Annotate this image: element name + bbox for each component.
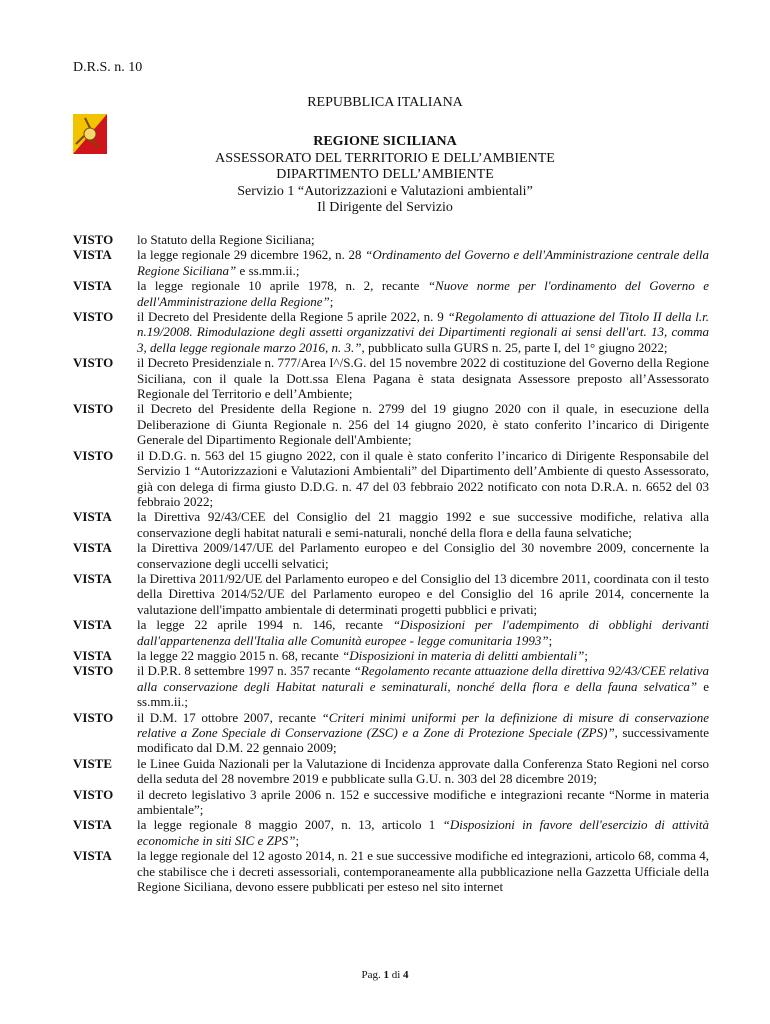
entry-keyword: VISTA bbox=[73, 570, 112, 586]
entry-text-part: la legge 22 aprile 1994 n. 146, recante bbox=[137, 617, 393, 633]
entry-text bbox=[137, 247, 709, 278]
entry-text-part: , pubblicato sulla GURS n. 25, parte I, del 1° giugno 2022; bbox=[361, 339, 668, 355]
page-separator: di bbox=[388, 969, 404, 981]
entry-keyword: VISTO bbox=[73, 309, 114, 325]
preamble-entry bbox=[73, 247, 709, 278]
entry-text-part: la Direttiva 2011/92/UE del Parlamento europeo e del Consiglio del 13 dicembre 2011, coordinata con il testo della Direttiva 2014/52/UE del Parlamento europeo e del Consiglio del 16 aprile 2014, concernente la valutazione dell'impatto ambientale di determinati progetti pubblici e privati; bbox=[137, 570, 709, 617]
preamble-entry bbox=[73, 540, 709, 571]
entry-text-part: le Linee Guida Nazionali per la Valutazione di Incidenza approvate dalla Conferenza Stato Regioni nel corso della seduta del 28 novembre 2019 e pubblicate sulla G.U. n. 303 del 28 dicembre 2019; bbox=[137, 755, 709, 787]
preamble-entry bbox=[73, 648, 709, 663]
entry-text-part: ; bbox=[329, 293, 334, 309]
entry-text bbox=[137, 232, 709, 247]
entry-text bbox=[137, 309, 709, 355]
entry-citation-title: “Disposizioni in materia di delitti ambientali” bbox=[342, 647, 585, 663]
republic-heading: REPUBBLICA ITALIANA bbox=[307, 95, 463, 110]
assessorato-title: ASSESSORATO DEL TERRITORIO E DELL’AMBIENTE bbox=[215, 150, 555, 166]
preamble-entry bbox=[73, 756, 709, 787]
preamble-list bbox=[73, 232, 709, 894]
issuer-heading bbox=[0, 134, 770, 217]
entry-keyword: VISTA bbox=[73, 617, 112, 633]
preamble-entry bbox=[73, 355, 709, 401]
page-total: 4 bbox=[403, 969, 409, 981]
entry-keyword: VISTO bbox=[73, 232, 114, 247]
entry-text-part: lo Statuto della Regione Siciliana; bbox=[137, 232, 315, 247]
entry-text-part: la Direttiva 2009/147/UE del Parlamento europeo e del Consiglio del 30 novembre 2009, concernente la conservazione degli uccelli selvatici; bbox=[137, 540, 709, 571]
entry-text-part: il Decreto del Presidente della Regione 5 aprile 2022, n. 9 bbox=[137, 309, 448, 325]
entry-text-part: , successivamente modificato dal D.M. 22 gennaio 2009; bbox=[137, 725, 709, 756]
entry-keyword: VISTA bbox=[73, 540, 112, 556]
entry-text-part: il D.D.G. n. 563 del 15 giugno 2022, con il quale è stato conferito l’incarico di Dirigente Responsabile del Servizio 1 “Autorizzazioni e Valutazioni Ambientali” del Dipartimento dell’Ambiente di questo Assessorato, già con delega di firma giusto D.D.G. n. 47 del 03 febbraio 2022 notificato con nota D.R.A. n. 6652 del 03 febbraio 2022; bbox=[137, 447, 709, 509]
entry-keyword: VISTA bbox=[73, 247, 112, 263]
preamble-entry bbox=[73, 309, 709, 355]
entry-citation-title: “Regolamento recante attuazione della direttiva 92/43/CEE relativa alla conservazione degli Habitat naturali e seminaturali, nonché della flora e della fauna selvatica” bbox=[137, 663, 709, 694]
entry-text bbox=[137, 540, 709, 571]
preamble-entry bbox=[73, 710, 709, 756]
entry-keyword: VISTO bbox=[73, 355, 114, 371]
entry-keyword: VISTA bbox=[73, 848, 112, 864]
entry-citation-title: “Nuove norme per l'ordinamento del Governo e dell'Amministrazione della Regione” bbox=[137, 278, 709, 309]
entry-text-part: la legge regionale 29 dicembre 1962, n. 28 bbox=[137, 247, 366, 263]
entry-text bbox=[137, 278, 709, 309]
department-title: DIPARTIMENTO DELL’AMBIENTE bbox=[276, 167, 494, 182]
preamble-entry bbox=[73, 848, 709, 894]
preamble-entry bbox=[73, 663, 709, 709]
entry-text-part: la legge regionale 8 maggio 2007, n. 13, articolo 1 bbox=[137, 817, 443, 833]
preamble-entry bbox=[73, 401, 709, 447]
entry-text-part: ; bbox=[548, 632, 553, 648]
entry-text bbox=[137, 648, 709, 663]
entry-text-part: e ss.mm.ii.; bbox=[137, 678, 709, 710]
entry-text bbox=[137, 817, 709, 848]
service-title: Servizio 1 “Autorizzazioni e Valutazioni ambientali” bbox=[237, 183, 533, 199]
entry-text-part: il Decreto Presidenziale n. 777/Area I^/S.G. del 15 novembre 2022 di costituzione del Governo della Regione Siciliana, con il quale la Dott.ssa Elena Pagana è stata designata Assessore preposto all’Assessorato Regionale del Territorio e dell’Ambiente; bbox=[137, 355, 709, 402]
entry-keyword: VISTA bbox=[73, 817, 112, 833]
page-footer bbox=[0, 969, 770, 981]
entry-keyword: VISTO bbox=[73, 401, 114, 417]
preamble-entry bbox=[73, 617, 709, 648]
entry-text-part: la legge regionale del 12 agosto 2014, n. 21 e sue successive modifiche ed integrazioni, articolo 68, comma 4, che stabilisce che i decreti assessoriali, contemporaneamente alla pubblicazione nella Gazzetta Ufficiale della Regione Siciliana, devono essere pubblicati per esteso nel sito internet bbox=[137, 848, 709, 895]
entry-text-part: il D.P.R. 8 settembre 1997 n. 357 recante bbox=[137, 663, 354, 679]
region-title: REGIONE SICILIANA bbox=[313, 134, 457, 149]
entry-keyword: VISTO bbox=[73, 447, 114, 463]
entry-text-part: ; bbox=[295, 832, 300, 848]
entry-text bbox=[137, 663, 709, 709]
doc-number: D.R.S. n. 10 bbox=[73, 60, 143, 75]
entry-text bbox=[137, 571, 709, 617]
entry-text bbox=[137, 710, 709, 756]
entry-citation-title: “Disposizioni in favore dell'esercizio di attività economiche in siti SIC e ZPS” bbox=[137, 817, 709, 848]
entry-keyword: VISTO bbox=[73, 709, 114, 725]
preamble-entry bbox=[73, 448, 709, 510]
entry-keyword: VISTE bbox=[73, 755, 113, 771]
director-title: Il Dirigente del Servizio bbox=[317, 200, 453, 215]
entry-text bbox=[137, 355, 709, 401]
entry-citation-title: “Disposizioni per l'adempimento di obblighi derivanti dall'appartenenza dell'Italia alle Comunità europee - legge comunitaria 1993” bbox=[137, 617, 709, 648]
entry-text bbox=[137, 401, 709, 447]
preamble-entry bbox=[73, 278, 709, 309]
entry-text bbox=[137, 787, 709, 818]
entry-text-part: e ss.mm.ii.; bbox=[236, 262, 300, 278]
entry-keyword: VISTO bbox=[73, 663, 114, 679]
preamble-entry bbox=[73, 232, 709, 247]
entry-text bbox=[137, 848, 709, 894]
entry-text bbox=[137, 448, 709, 510]
entry-citation-title: “Regolamento di attuazione del Titolo II della l.r. n.19/2008. Rimodulazione degli assetti organizzativi dei Dipartimenti regionali ai sensi dell'art. 13, comma 3, della legge regionale marzo 2016, n. 3.” bbox=[137, 309, 709, 355]
entry-keyword: VISTO bbox=[73, 786, 114, 802]
preamble-entry bbox=[73, 571, 709, 617]
page-prefix: Pag. bbox=[361, 969, 384, 981]
entry-text-part: ; bbox=[584, 647, 589, 663]
preamble-entry bbox=[73, 817, 709, 848]
entry-keyword: VISTA bbox=[73, 278, 112, 294]
entry-text-part: il D.M. 17 ottobre 2007, recante bbox=[137, 709, 322, 725]
entry-text bbox=[137, 509, 709, 540]
entry-keyword: VISTA bbox=[73, 509, 112, 525]
preamble-entry bbox=[73, 509, 709, 540]
entry-text-part: la legge 22 maggio 2015 n. 68, recante bbox=[137, 647, 343, 663]
entry-keyword: VISTA bbox=[73, 647, 112, 663]
entry-citation-title: “Ordinamento del Governo e dell'Amministrazione centrale della Regione Siciliana” bbox=[137, 247, 709, 278]
preamble-entry bbox=[73, 787, 709, 818]
entry-text-part: la legge regionale 10 aprile 1978, n. 2, recante bbox=[137, 278, 428, 294]
entry-text-part: il decreto legislativo 3 aprile 2006 n. 152 e successive modifiche e integrazioni recante “Norme in materia ambientale”; bbox=[137, 786, 709, 818]
entry-text-part: la Direttiva 92/43/CEE del Consiglio del 21 maggio 1992 e sue successive modifiche, relativa alla conservazione degli habitat naturali e semi-naturali, nonché della flora e della fauna selvatiche; bbox=[137, 509, 709, 540]
entry-citation-title: “Criteri minimi uniformi per la definizione di misure di conservazione relative a Zone Speciale di Conservazione (ZSC) e a Zone di Protezione Speciale (ZPS)” bbox=[137, 709, 709, 740]
entry-text bbox=[137, 756, 709, 787]
page-number: 1 bbox=[383, 969, 389, 981]
entry-text-part: il Decreto del Presidente della Regione n. 2799 del 19 giugno 2020 con il quale, in esecuzione della Deliberazione di Giunta Regionale n. 256 del 14 giugno 2020, è stato conferito l’incarico di Dirigente Generale del Dipartimento Regionale dell'Ambiente; bbox=[137, 401, 709, 448]
entry-text bbox=[137, 617, 709, 648]
